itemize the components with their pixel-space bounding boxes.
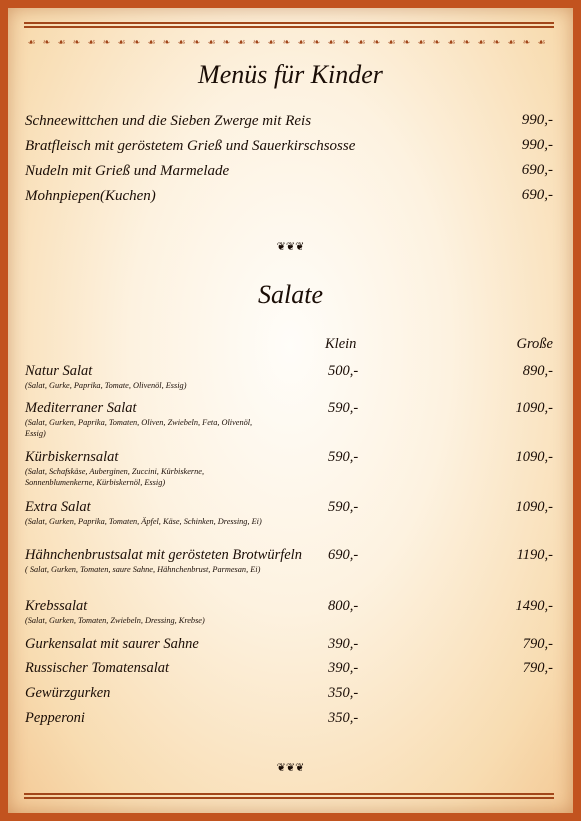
item-name: Nudeln mit Grieß und Marmelade xyxy=(25,163,230,179)
scroll-ornament-icon: ❧ xyxy=(252,38,261,48)
scroll-ornament-icon: ❧ xyxy=(102,38,111,48)
scroll-ornament-icon: ❧ xyxy=(42,38,51,48)
item-description: (Salat, Gurken, Paprika, Tomaten, Äpfel, Käse, Schinken, Dressing, Ei) xyxy=(25,517,262,526)
list-item xyxy=(25,112,553,130)
scroll-ornament-icon: ☙ xyxy=(147,38,156,48)
item-description: (Salat, Gurke, Paprika, Tomate, Olivenöl, Essig) xyxy=(25,381,187,390)
price-small: 500,- xyxy=(328,363,359,379)
price-large: 1490,- xyxy=(515,598,553,614)
list-item xyxy=(25,187,553,205)
price-large: 790,- xyxy=(522,636,553,652)
list-item xyxy=(25,400,553,439)
item-name: Kürbiskernsalat xyxy=(25,449,119,465)
item-price: 990,- xyxy=(521,112,553,128)
item-name: Extra Salat xyxy=(25,499,91,515)
scroll-ornament-icon: ☙ xyxy=(507,38,516,48)
price-large: 890,- xyxy=(522,363,553,379)
list-item xyxy=(25,137,553,155)
item-name: Gurkensalat mit saurer Sahne xyxy=(25,636,199,652)
list-item xyxy=(25,162,553,180)
menu-page xyxy=(8,8,573,813)
scroll-ornament-icon: ❧ xyxy=(192,38,201,48)
item-name: Krebssalat xyxy=(25,598,88,614)
bottom-border xyxy=(24,793,554,801)
list-item xyxy=(25,636,553,653)
item-description: ( Salat, Gurken, Tomaten, saure Sahne, Hähnchenbrust, Parmesan, Ei) xyxy=(25,565,261,574)
item-name: Gewürzgurken xyxy=(25,685,111,701)
item-name: Mohnpiepen(Kuchen) xyxy=(25,188,156,204)
price-small: 390,- xyxy=(328,660,359,676)
price-small: 800,- xyxy=(328,598,359,614)
scroll-ornament-icon: ☙ xyxy=(417,38,426,48)
item-name: Pepperoni xyxy=(25,710,85,726)
price-large: 1090,- xyxy=(515,499,553,515)
scroll-ornament-icon: ☙ xyxy=(207,38,216,48)
price-large: 1190,- xyxy=(516,547,553,563)
item-name: Natur Salat xyxy=(25,363,93,379)
scroll-ornament-icon: ❧ xyxy=(492,38,501,48)
scroll-ornament-icon: ❧ xyxy=(372,38,381,48)
item-description: (Salat, Gurken, Tomaten, Zwiebeln, Dressing, Krebse) xyxy=(25,616,205,625)
ornament-divider: ❦❦❦ xyxy=(276,240,305,253)
ornament-divider: ❦❦❦ xyxy=(276,761,305,774)
scroll-ornament-icon: ❧ xyxy=(462,38,471,48)
price-small: 350,- xyxy=(328,685,359,701)
scroll-ornament-icon: ❧ xyxy=(162,38,171,48)
border-rule xyxy=(24,797,554,799)
list-item xyxy=(25,598,553,626)
scroll-ornament-icon: ❧ xyxy=(522,38,531,48)
top-border xyxy=(24,22,554,48)
scroll-ornament-icon: ☙ xyxy=(297,38,306,48)
border-rule xyxy=(24,793,554,795)
item-description: (Salat, Schafskäse, Auberginen, Zuccini, Kürbiskerne, Sonnenblumenkerne, Kürbiskernöl, Essig) xyxy=(25,467,205,487)
price-small: 690,- xyxy=(328,547,359,563)
item-name: Schneewittchen und die Sieben Zwerge mit Reis xyxy=(25,113,312,129)
scroll-ornament-icon: ☙ xyxy=(87,38,96,48)
item-name: Bratfleisch mit geröstetem Grieß und Sauerkirschsosse xyxy=(25,138,356,154)
scroll-ornament-icon: ❧ xyxy=(282,38,291,48)
list-item xyxy=(25,499,553,527)
border-rule xyxy=(24,26,554,28)
list-item xyxy=(25,660,553,677)
column-header-small: Klein xyxy=(325,336,357,352)
list-item xyxy=(25,685,553,702)
item-name: Hähnchenbrustsalat mit gerösteten Brotwürfeln xyxy=(25,547,302,563)
list-item xyxy=(25,449,553,488)
price-large: 1090,- xyxy=(515,449,553,465)
price-small: 590,- xyxy=(328,400,359,416)
item-name: Russischer Tomatensalat xyxy=(25,660,170,676)
scroll-ornament-icon: ☙ xyxy=(357,38,366,48)
scroll-ornament-icon: ☙ xyxy=(447,38,456,48)
scroll-ornament-icon: ☙ xyxy=(477,38,486,48)
border-ornament xyxy=(24,30,554,48)
scroll-ornament-icon: ☙ xyxy=(57,38,66,48)
scroll-ornament-icon: ☙ xyxy=(177,38,186,48)
price-small: 390,- xyxy=(328,636,359,652)
scroll-ornament-icon: ☙ xyxy=(27,38,36,48)
list-item xyxy=(25,363,553,391)
salads-title: Salate xyxy=(258,280,323,309)
scroll-ornament-icon: ❧ xyxy=(222,38,231,48)
scroll-ornament-icon: ☙ xyxy=(117,38,126,48)
item-name: Mediterraner Salat xyxy=(25,400,137,416)
border-rule xyxy=(24,22,554,24)
scroll-ornament-icon: ❧ xyxy=(342,38,351,48)
list-item xyxy=(25,547,553,575)
column-header-large: Große xyxy=(516,336,553,352)
scroll-ornament-icon: ☙ xyxy=(537,38,546,48)
price-large: 1090,- xyxy=(515,400,553,416)
price-large: 790,- xyxy=(522,660,553,676)
item-price: 690,- xyxy=(521,187,553,203)
item-price: 990,- xyxy=(521,137,553,153)
scroll-ornament-icon: ☙ xyxy=(387,38,396,48)
price-small: 590,- xyxy=(328,449,359,465)
kids-menu-title: Menüs für Kinder xyxy=(198,60,383,89)
scroll-ornament-icon: ❧ xyxy=(312,38,321,48)
item-description: (Salat, Gurken, Paprika, Tomaten, Oliven, Zwiebeln, Feta, Olivenöl, Essig) xyxy=(25,418,253,438)
scroll-ornament-icon: ❧ xyxy=(402,38,411,48)
scroll-ornament-icon: ☙ xyxy=(267,38,276,48)
scroll-ornament-icon: ☙ xyxy=(327,38,336,48)
scroll-ornament-icon: ❧ xyxy=(432,38,441,48)
price-small: 590,- xyxy=(328,499,359,515)
list-item xyxy=(25,710,553,727)
item-price: 690,- xyxy=(521,162,553,178)
scroll-ornament-icon: ☙ xyxy=(237,38,246,48)
scroll-ornament-icon: ❧ xyxy=(132,38,141,48)
scroll-ornament-icon: ❧ xyxy=(72,38,81,48)
price-small: 350,- xyxy=(328,710,359,726)
